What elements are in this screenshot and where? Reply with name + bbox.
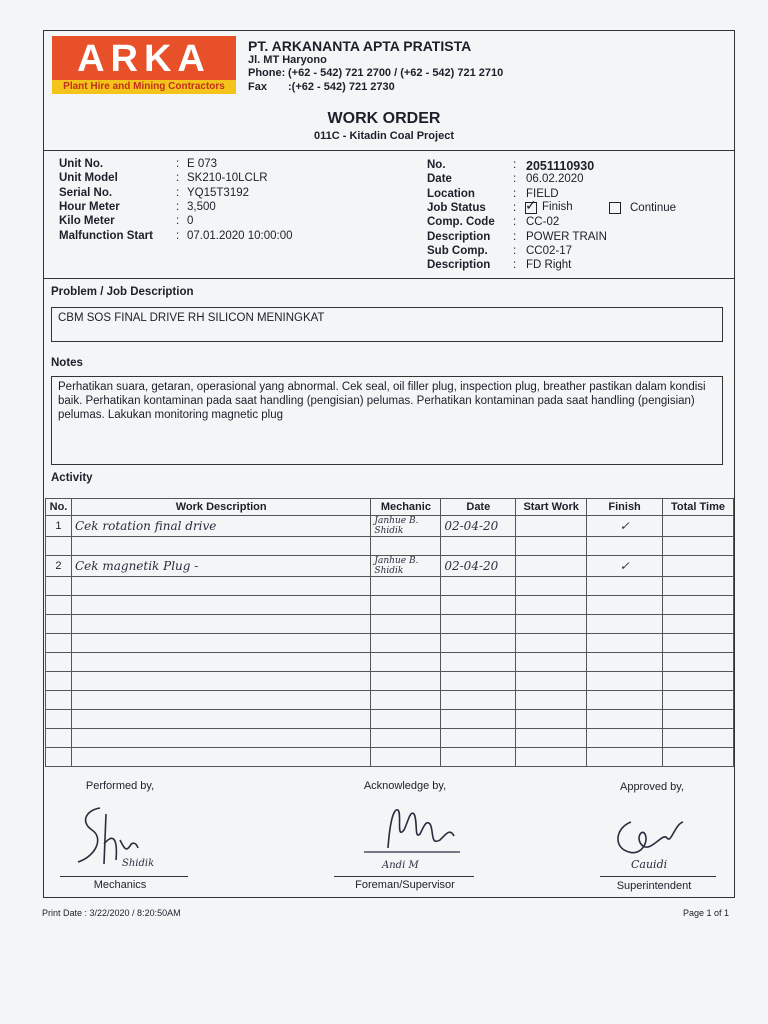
cell-total-time [663,596,734,615]
cell-date [441,691,516,710]
foreman-signature [360,800,470,872]
cell-mechanic [371,577,441,596]
cell-no [46,653,72,672]
cell-no [46,615,72,634]
table-row [46,691,734,710]
problem-text: CBM SOS FINAL DRIVE RH SILICON MENINGKAT [58,312,325,324]
unit-field-colon: : [176,158,180,170]
unit-field-row [59,201,367,215]
unit-field-value: SK210-10LCLR [187,172,268,185]
cell-date [441,729,516,748]
cell-start-work [516,596,587,615]
approved-by-label: Approved by, [619,781,684,793]
col-total-time: Total Time [663,499,734,516]
order-field-row [427,173,706,187]
mechanic-signature [66,800,186,872]
unit-field-label: Kilo Meter [59,215,115,228]
cell-finish: ✓ [587,516,663,537]
cell-no [46,710,72,729]
unit-field-value: 3,500 [187,200,216,213]
table-row [46,672,734,691]
logo-text: ARKA [52,36,236,80]
print-date: Print Date : 3/22/2020 / 8:20:50AM [42,908,181,918]
superintendent-role: Superintendent [616,880,692,892]
company-address: Jl. MT Haryono [248,54,327,66]
cell-total-time [663,748,734,767]
table-row [46,537,734,556]
cell-work-description [71,634,370,653]
notes-text: Perhatikan suara, getaran, operasional yang abnormal. Cek seal, oil filler plug, inspection plug, breather pastikan dalam kondisi baik. Perhatikan kontaminan pada saat handling (pengisian) pelumas. Perhatikan kontaminan pada saat handling (pengisian) pelumas. Lakukan monitoring magnetic plug [58,381,706,421]
unit-field-row [59,172,367,186]
cell-no [46,672,72,691]
cell-mechanic: Janhue B. Shidik [371,516,441,537]
cell-mechanic [371,691,441,710]
activity-table [45,498,734,767]
cell-date [441,577,516,596]
order-field-colon: : [513,216,517,229]
cell-mechanic: Janhue B. Shidik [371,556,441,577]
document-title: WORK ORDER [327,110,441,127]
cell-date [441,537,516,556]
col-work-description: Work Description [71,499,370,516]
cell-work-description [71,596,370,615]
cell-finish [587,615,663,634]
cell-start-work [516,691,587,710]
cell-no [46,577,72,596]
notes-box [51,376,723,465]
cell-finish [587,634,663,653]
divider [43,150,735,151]
cell-no [46,596,72,615]
unit-field-label: Unit No. [59,158,104,170]
table-row [46,653,734,672]
col-finish: Finish [587,499,663,516]
table-row [46,710,734,729]
cell-date [441,748,516,767]
continue-label: Continue [630,202,677,214]
signature-line [600,876,716,877]
company-phone [248,67,503,79]
cell-finish [587,710,663,729]
cell-date [441,710,516,729]
cell-date: 02-04-20 [441,516,516,537]
check-mark-icon: ✓ [525,197,537,213]
signature-line [334,876,474,877]
unit-field-label: Unit Model [59,172,118,185]
order-field-colon: : [513,259,517,272]
order-field-label: Description [427,230,491,243]
unit-field-label: Serial No. [59,186,113,199]
cell-finish [587,577,663,596]
order-field-row [427,259,706,273]
table-row [46,748,734,767]
foreman-role: Foreman/Supervisor [355,879,455,891]
cell-start-work [516,577,587,596]
cell-work-description [71,537,370,556]
unit-field-colon: : [176,229,180,242]
table-row [46,577,734,596]
cell-work-description [71,672,370,691]
cell-mechanic [371,596,441,615]
table-row [46,634,734,653]
order-field-colon: : [513,187,517,200]
company-fax [248,81,395,93]
cell-finish [587,653,663,672]
cell-total-time [663,556,734,577]
order-field-value: CC-02 [526,216,560,229]
cell-no: 1 [46,516,72,537]
table-header-row [46,499,734,516]
mechanic-signature-name: Shidik [122,858,155,869]
cell-no [46,537,72,556]
table-row [46,729,734,748]
order-field-label: Location [427,187,475,200]
order-field-row [427,245,706,259]
foreman-signature-name: Andi M [382,860,419,871]
cell-work-description [71,729,370,748]
unit-field-row [59,158,367,172]
cell-finish [587,672,663,691]
cell-total-time [663,691,734,710]
cell-mechanic [371,634,441,653]
cell-start-work [516,729,587,748]
cell-total-time [663,672,734,691]
cell-start-work [516,516,587,537]
cell-work-description: Cek rotation final drive [71,516,370,537]
col-start-work: Start Work [516,499,587,516]
cell-mechanic [371,653,441,672]
order-field-colon: : [513,159,517,171]
problem-box [51,307,723,342]
order-field-colon: : [513,173,517,186]
cell-start-work [516,672,587,691]
order-field-row [427,159,706,173]
cell-total-time [663,615,734,634]
order-field-label: No. [427,159,446,171]
order-field-label: Job Status [427,201,486,214]
cell-start-work [516,634,587,653]
unit-field-colon: : [176,200,180,213]
performed-by-label: Performed by, [85,780,155,792]
cell-mechanic [371,710,441,729]
cell-start-work [516,653,587,672]
cell-total-time [663,710,734,729]
order-field-label: Sub Comp. [427,244,488,257]
cell-work-description [71,748,370,767]
cell-date [441,653,516,672]
cell-work-description [71,710,370,729]
cell-finish [587,748,663,767]
cell-no [46,691,72,710]
order-field-row [427,231,706,245]
logo-tagline: Plant Hire and Mining Contractors [52,80,236,94]
fax-label: Fax [248,81,267,93]
cell-mechanic [371,672,441,691]
company-logo [52,36,236,94]
company-name: PT. ARKANANTA APTA PRATISTA [248,38,472,54]
page-number: Page 1 of 1 [683,908,730,918]
continue-checkbox[interactable] [609,202,621,214]
order-field-label: Date [427,173,452,186]
activity-title: Activity [51,472,93,484]
table-row [46,615,734,634]
cell-mechanic [371,748,441,767]
unit-field-row [59,215,367,229]
cell-no [46,634,72,653]
cell-start-work [516,710,587,729]
order-field-value: CC02-17 [526,244,573,257]
unit-field-colon: : [176,186,180,199]
order-field-value: 2051110930 [526,159,595,173]
cell-no [46,729,72,748]
order-field-colon: : [513,201,517,214]
cell-date [441,596,516,615]
problem-title: Problem / Job Description [51,286,194,298]
cell-no: 2 [46,556,72,577]
notes-title: Notes [51,357,83,369]
order-field-label: Description [427,259,491,272]
order-field-colon: : [513,230,517,243]
cell-total-time [663,516,734,537]
cell-date [441,672,516,691]
finish-label: Finish [542,201,573,213]
unit-field-value: 07.01.2020 10:00:00 [187,229,293,242]
cell-finish [587,537,663,556]
unit-field-value: E 073 [187,158,218,170]
cell-total-time [663,577,734,596]
order-field-row [427,216,706,230]
unit-field-label: Malfunction Start [59,229,153,242]
unit-field-colon: : [176,215,180,228]
order-field-value: FIELD [526,187,559,200]
unit-field-label: Hour Meter [59,200,120,213]
table-row [46,516,734,537]
unit-field-row [59,230,367,244]
cell-finish [587,729,663,748]
cell-date [441,634,516,653]
col-date: Date [441,499,516,516]
signature-line [60,876,188,877]
table-row [46,596,734,615]
cell-start-work [516,556,587,577]
cell-work-description [71,615,370,634]
cell-mechanic [371,729,441,748]
mechanics-role: Mechanics [93,879,147,891]
cell-work-description [71,653,370,672]
phone-label: Phone: [248,67,286,79]
cell-date [441,615,516,634]
cell-work-description [71,577,370,596]
order-field-label: Comp. Code [427,216,495,229]
order-field-row [427,188,706,202]
cell-no [46,748,72,767]
cell-total-time [663,653,734,672]
cell-start-work [516,537,587,556]
cell-work-description: Cek magnetik Plug - [71,556,370,577]
cell-finish [587,596,663,615]
phone-value: (+62 - 542) 721 2700 / (+62 - 542) 721 2710 [288,67,504,79]
cell-start-work [516,615,587,634]
col-no: No. [46,499,72,516]
project-name: 011C - Kitadin Coal Project [314,130,454,142]
superintendent-signature [605,812,705,874]
table-row [46,556,734,577]
order-field-value: 06.02.2020 [526,173,584,186]
fax-value: :(+62 - 542) 721 2730 [288,81,395,93]
cell-total-time [663,537,734,556]
cell-total-time [663,729,734,748]
unit-field-value: 0 [187,215,194,228]
cell-date: 02-04-20 [441,556,516,577]
col-mechanic: Mechanic [371,499,441,516]
cell-finish [587,691,663,710]
superintendent-signature-name: Cauidi [631,858,668,871]
cell-finish: ✓ [587,556,663,577]
unit-field-colon: : [176,172,180,185]
cell-work-description [71,691,370,710]
cell-mechanic [371,537,441,556]
unit-field-value: YQ15T3192 [187,186,250,199]
order-field-value: POWER TRAIN [526,230,607,243]
cell-mechanic [371,615,441,634]
unit-field-row [59,187,367,201]
cell-start-work [516,748,587,767]
order-field-value: FD Right [526,259,572,272]
cell-total-time [663,634,734,653]
acknowledge-by-label: Acknowledge by, [363,780,447,792]
order-field-colon: : [513,244,517,257]
divider [43,278,735,279]
